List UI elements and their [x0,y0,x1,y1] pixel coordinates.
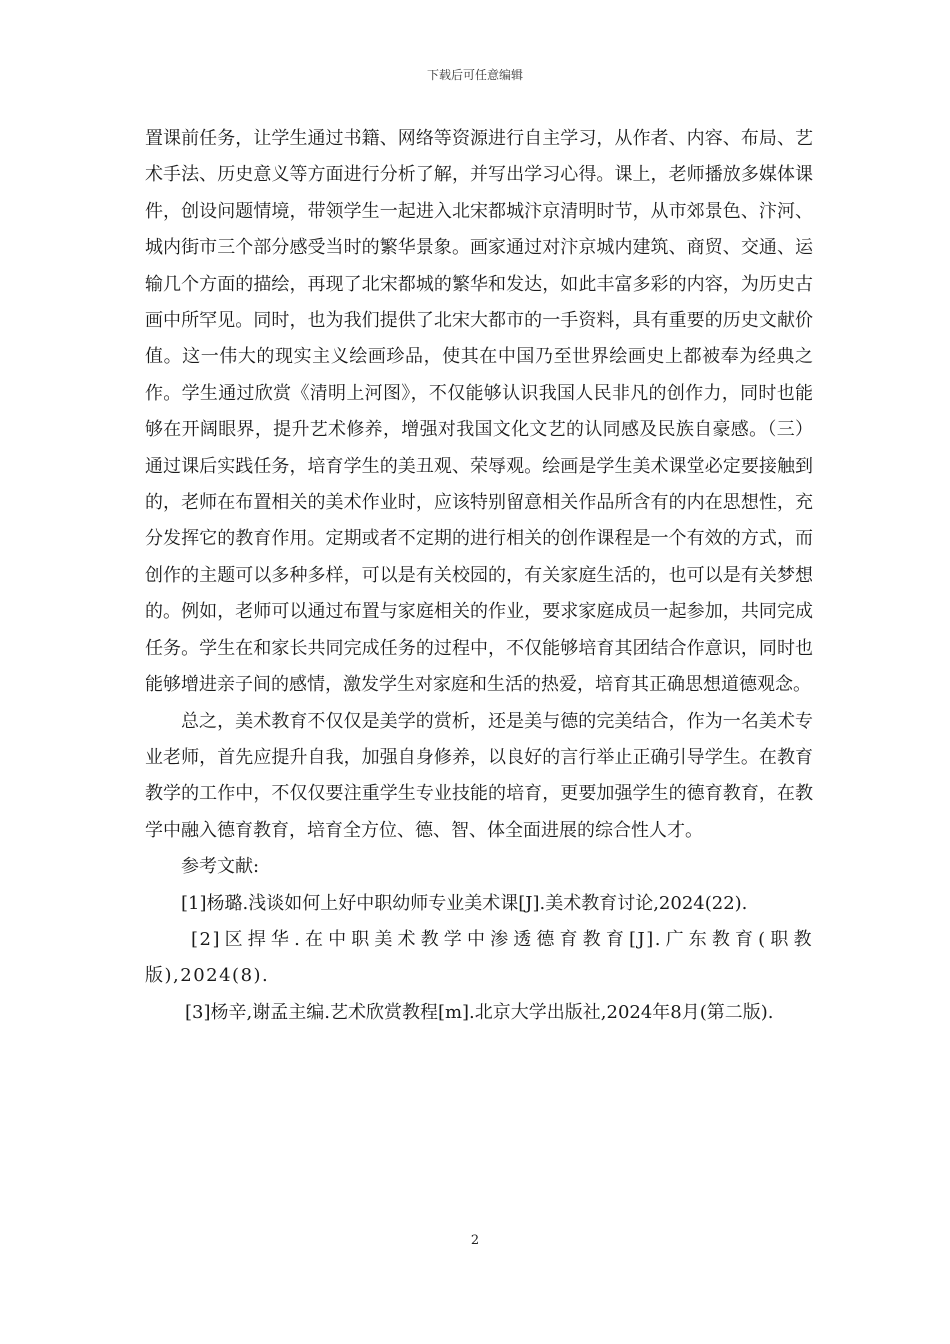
header-note: 下载后可任意编辑 [426,68,523,82]
reference-item-2: [2]区捍华.在中职美术教学中渗透德育教育[J].广东教育(职教版),2024(8). [145,928,813,987]
page-number: 2 [470,1233,480,1248]
reference-item-1: [1]杨璐.浅谈如何上好中职幼师专业美术课[J].美术教育讨论,2024(22). [181,892,748,914]
references-heading: 参考文献: [181,856,260,878]
body-paragraph-2: 总之，美术教育不仅仅是美学的赏析，还是美与德的完美结合，作为一名美术专业老师，首先应提升自我，加强自身修养，以良好的言行举止正确引导学生。在教育教学的工作中，不仅仅要注重学生专业技能的培育，更要加强学生的德育教育，在教学中融入德育教育，培育全方位、德、智、体全面进展的综合性人才。 [145,710,813,841]
reference-item-3: [3]杨辛,谢孟主编.艺术欣赏教程[m].北京大学出版社,2024年8月(第二版). [185,1001,774,1023]
body-paragraph-1: 置课前任务，让学生通过书籍、网络等资源进行自主学习，从作者、内容、布局、艺术手法、历史意义等方面进行分析了解，并写出学习心得。课上，老师播放多媒体课件，创设问题情境，带领学生一起进入北宋都城汴京清明时节，从市郊景色、汴河、城内街市三个部分感受当时的繁华景象。画家通过对汴京城内建筑、商贸、交通、运输几个方面的描绘，再现了北宋都城的繁华和发达，如此丰富多彩的内容，为历史古画中所罕见。同时，也为我们提供了北宋大都市的一手资料，具有重要的历史文献价值。这一伟大的现实主义绘画珍品，使其在中国乃至世界绘画史上都被奉为经典之作。学生通过欣赏《清明上河图》，不仅能够认识我国人民非凡的创作力，同时也能够在开阔眼界，提升艺术修养，增强对我国文化文艺的认同感及民族自豪感。（三）通过课后实践任务，培育学生的美丑观、荣辱观。绘画是学生美术课堂必定要接触到的，老师在布置相关的美术作业时，应该特别留意相关作品所含有的内在思想性，充分发挥它的教育作用。定期或者不定期的进行相关的创作课程是一个有效的方式，而创作的主题可以多种多样，可以是有关校园的，有关家庭生活的，也可以是有关梦想的。例如，老师可以通过布置与家庭相关的作业，要求家庭成员一起参加，共同完成任务。学生在和家长共同完成任务的过程中，不仅能够培育其团结合作意识，同时也能够增进亲子间的感情，激发学生对家庭和生活的热爱，培育其正确思想道德观念。 [145,128,813,696]
document-body [145,121,813,1031]
